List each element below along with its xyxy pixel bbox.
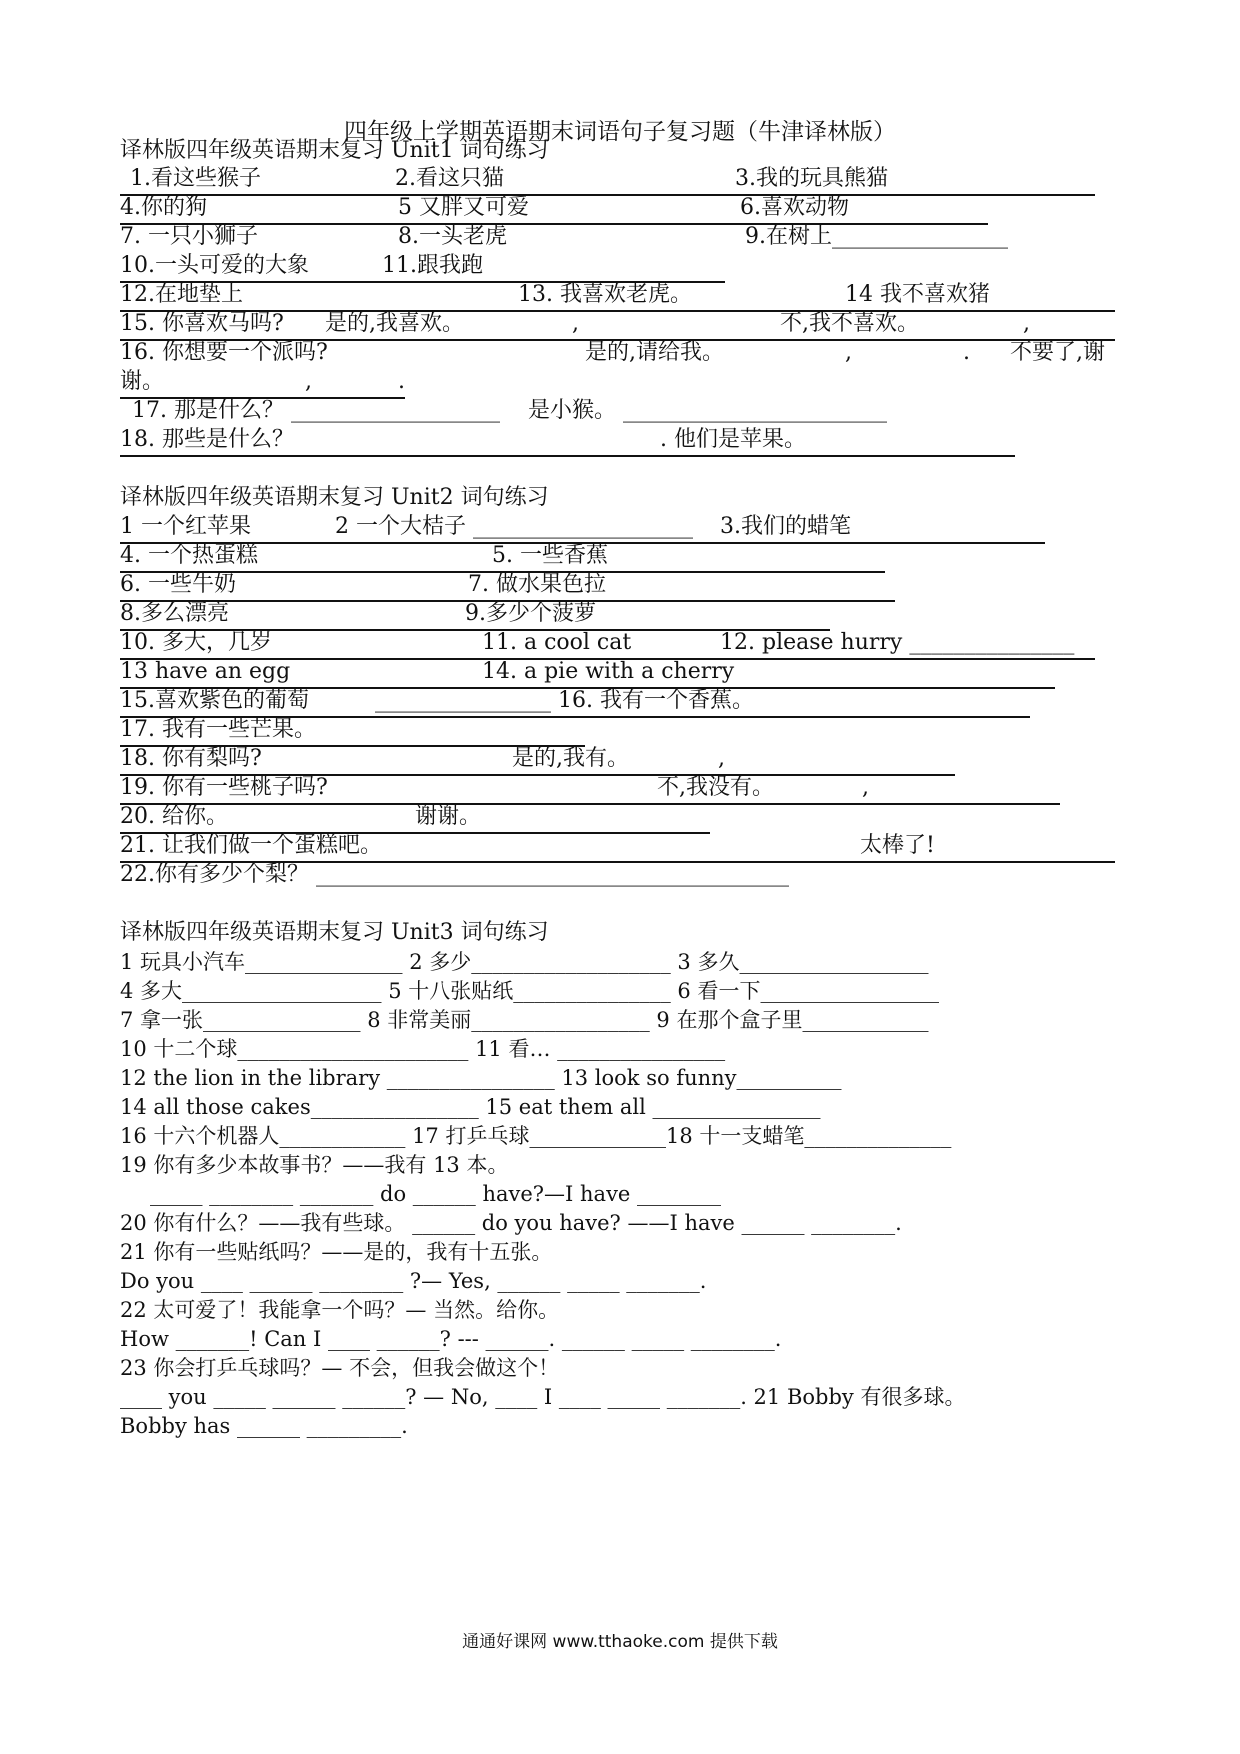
document-title: 四年级上学期英语期末词语句子复习题（牛津译林版） xyxy=(344,119,896,145)
unit2-item: 9.多少个菠萝 xyxy=(465,601,596,626)
unit3-line: 21 你有一些贴纸吗？——是的，我有十五张。 xyxy=(120,1240,553,1264)
unit1-item: , xyxy=(845,340,852,365)
unit1-item: , xyxy=(1023,311,1030,336)
unit3-line: 16 十六个机器人____________ 17 打乒乓球_____________18 十一支蜡笔______________ xyxy=(120,1124,952,1148)
unit2-item: 15.喜欢紫色的葡萄 xyxy=(120,688,309,713)
unit1-row-9 xyxy=(120,396,910,426)
unit1-row-3 xyxy=(120,222,1050,252)
unit3-line: 22 太可爱了！我能拿一个吗？— 当然。给你。 xyxy=(120,1298,560,1322)
unit1-item: 5 又胖又可爱 xyxy=(398,195,529,220)
unit1-item: 6.喜欢动物 xyxy=(740,195,849,220)
unit1-row-5 xyxy=(120,280,1115,312)
unit1-row-2 xyxy=(120,193,988,225)
unit3-line: Do you ____ ______ ________ ?— Yes, ______ _____ _______. xyxy=(120,1269,707,1293)
unit3-line: 19 你有多少本故事书？——我有 13 本。 xyxy=(120,1153,509,1177)
unit2-item: 14. a pie with a cherry xyxy=(482,659,735,684)
unit1-item: 8.一头老虎 xyxy=(398,224,507,249)
unit2-item: 3.我们的蜡笔 xyxy=(720,514,851,539)
unit2-item: 5. 一些香蕉 xyxy=(492,543,608,568)
unit1-item: 16. 你想要一个派吗? xyxy=(120,340,328,365)
unit1-item: . xyxy=(398,369,405,394)
unit3-line: 10 十二个球______________________ 11 看… ________________ xyxy=(120,1037,726,1061)
footer-credit: 通通好课网 www.tthaoke.com 提供下载 xyxy=(462,1632,778,1652)
unit2-row-4 xyxy=(120,599,830,631)
unit2-heading: 译林版四年级英语期末复习 Unit2 词句练习 xyxy=(120,485,549,510)
unit1-item: 14 我不喜欢猪 xyxy=(845,282,990,307)
unit1-item: . 他们是苹果。 xyxy=(660,427,806,452)
unit1-item: 谢。 xyxy=(120,369,165,394)
unit2-row-13 xyxy=(120,860,820,890)
unit2-item: 谢谢。 xyxy=(415,804,482,829)
unit3-line: 20 你有什么？——我有些球。 ______ do you have? ——I have ______ ________. xyxy=(120,1211,902,1235)
unit1-item: 10.一头可爱的大象 xyxy=(120,253,309,278)
unit1-item: 是小猴。 ________________________ xyxy=(528,398,887,423)
unit2-item: 太棒了! xyxy=(860,833,935,858)
unit2-row-8 xyxy=(120,715,585,747)
unit1-item: 3.我的玩具熊猫 xyxy=(735,166,888,191)
unit1-item: 1.看这些猴子 xyxy=(130,166,261,191)
unit1-item: 18. 那些是什么？ xyxy=(120,427,294,452)
unit3-line: Bobby has ______ _________. xyxy=(120,1414,408,1438)
unit1-item: . xyxy=(963,340,970,365)
unit2-item: ________________ 16. 我有一个香蕉。 xyxy=(375,688,754,713)
unit1-heading: 译林版四年级英语期末复习 Unit1 词句练习 xyxy=(120,138,549,163)
unit2-row-5 xyxy=(120,628,1095,660)
unit1-row-10 xyxy=(120,425,1015,457)
unit1-item: 17. 那是什么？ ___________________ xyxy=(132,398,500,423)
unit2-item: 21. 让我们做一个蛋糕吧。 xyxy=(120,833,382,858)
unit3-line: 23 你会打乒乓球吗？— 不会，但我会做这个！ xyxy=(120,1356,560,1380)
unit2-row-7 xyxy=(120,686,1030,718)
unit2-item: 19. 你有一些桃子吗? xyxy=(120,775,328,800)
unit2-item: 12. please hurry _______________ xyxy=(720,630,1075,655)
unit3-line: 4 多大___________________ 5 十八张贴纸_______________ 6 看一下_________________ xyxy=(120,979,939,1003)
unit1-item: 不要了,谢 xyxy=(1010,340,1105,365)
unit1-row-8 xyxy=(120,367,405,399)
unit2-row-1 xyxy=(120,512,1045,544)
unit1-item: 是的,请给我。 xyxy=(585,340,724,365)
unit3-line: _____ ________ _______ do ______ have?—I have ________ xyxy=(150,1182,722,1206)
unit1-item: 是的,我喜欢。 xyxy=(325,311,464,336)
unit3-line: 14 all those cakes________________ 15 eat them all ________________ xyxy=(120,1095,821,1119)
unit2-item: 11. a cool cat xyxy=(482,630,632,655)
unit3-line: 12 the lion in the library ________________ 13 look so funny__________ xyxy=(120,1066,842,1090)
unit3-line: ____ you _____ ______ ______? — No, ____ I ____ _____ _______. 21 Bobby 有很多球。 xyxy=(120,1385,966,1409)
unit2-item: 8.多么漂亮 xyxy=(120,601,229,626)
unit1-item: 2.看这只猫 xyxy=(395,166,504,191)
unit2-item: 20. 给你。 xyxy=(120,804,228,829)
unit1-item: 7. 一只小狮子 xyxy=(120,224,258,249)
unit2-item: 18. 你有梨吗? xyxy=(120,746,262,771)
unit2-row-6 xyxy=(120,657,1055,689)
unit2-item: 17. 我有一些芒果。 xyxy=(120,717,316,742)
unit2-row-12 xyxy=(120,831,1115,863)
unit2-item: 13 have an egg xyxy=(120,659,291,684)
unit2-item: 7. 做水果色拉 xyxy=(468,572,606,597)
unit2-item: 1 一个红苹果 xyxy=(120,514,251,539)
unit2-item: 是的,我有。 xyxy=(512,746,629,771)
unit1-row-1 xyxy=(120,164,1095,196)
unit2-item: 2 一个大桔子 ____________________ xyxy=(335,514,693,539)
unit2-item: 22.你有多少个梨？ ___________________________________________ xyxy=(120,862,789,887)
unit1-item: 不,我不喜欢。 xyxy=(780,311,919,336)
unit2-item: , xyxy=(862,775,869,800)
unit3-heading: 译林版四年级英语期末复习 Unit3 词句练习 xyxy=(120,920,549,945)
unit1-item: 11.跟我跑 xyxy=(382,253,483,278)
unit1-row-6 xyxy=(120,309,1115,341)
unit1-item: 4.你的狗 xyxy=(120,195,207,220)
unit1-item: , xyxy=(305,369,312,394)
unit1-item: 12.在地垫上 xyxy=(120,282,243,307)
unit2-item: 不,我没有。 xyxy=(657,775,774,800)
unit3-line: 7 拿一张_______________ 8 非常美丽_________________ 9 在那个盒子里____________ xyxy=(120,1008,929,1032)
unit2-row-11 xyxy=(120,802,710,834)
unit2-item: 4. 一个热蛋糕 xyxy=(120,543,258,568)
unit1-item: 15. 你喜欢马吗? xyxy=(120,311,284,336)
unit2-row-2 xyxy=(120,541,885,573)
unit1-row-7 xyxy=(120,338,1115,368)
unit1-item: 13. 我喜欢老虎。 xyxy=(518,282,692,307)
unit1-row-4 xyxy=(120,251,725,283)
unit2-row-10 xyxy=(120,773,1060,805)
unit2-row-3 xyxy=(120,570,895,602)
unit2-item: 6. 一些牛奶 xyxy=(120,572,236,597)
unit1-item: , xyxy=(572,311,579,336)
unit3-line: 1 玩具小汽车_______________ 2 多少___________________ 3 多久__________________ xyxy=(120,950,929,974)
unit2-row-9 xyxy=(120,744,955,776)
unit2-item: 10. 多大，几岁 xyxy=(120,630,272,655)
unit2-item: , xyxy=(718,746,725,771)
unit3-line: How _______! Can I ____ ______? --- ______. ______ _____ ________. xyxy=(120,1327,782,1351)
unit1-item: 9.在树上________________ xyxy=(745,224,1008,249)
